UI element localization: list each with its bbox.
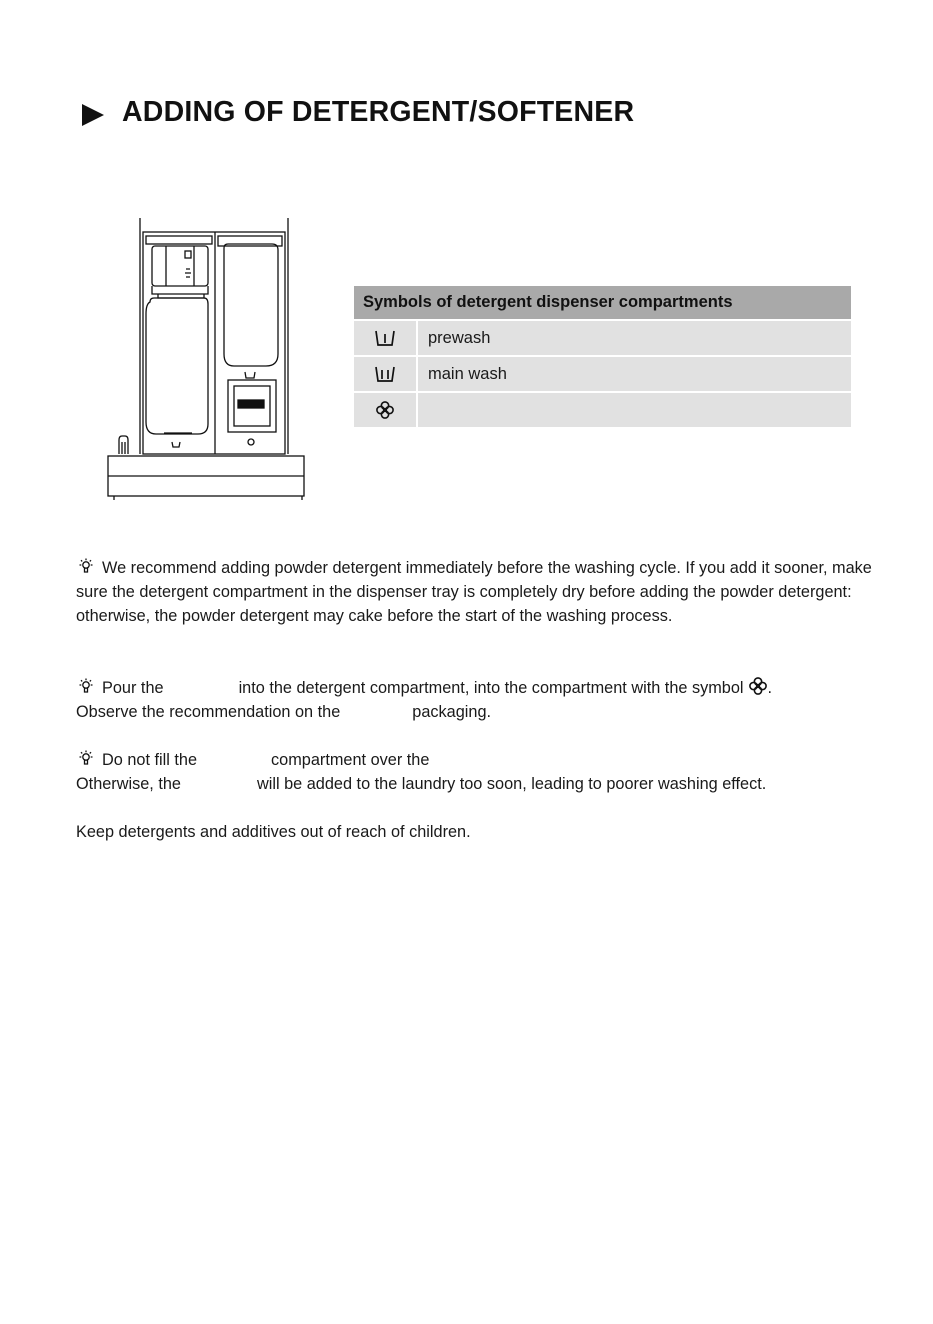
tip-text: Do not fill the [102, 751, 198, 769]
symbols-table [354, 286, 851, 427]
section-heading [82, 96, 634, 129]
tip-text: into the detergent compartment, into the compartment with the symbol [238, 679, 744, 697]
symbol-cell [354, 319, 418, 355]
lightbulb-tip-icon [76, 749, 96, 767]
softener-flower-icon [375, 400, 395, 420]
symbols-table-header: Symbols of detergent dispenser compartments [354, 286, 851, 319]
main-wash-tub-icon [374, 365, 396, 383]
tip-line [76, 748, 876, 772]
tip-line [76, 772, 876, 796]
symbol-label: prewash [418, 319, 851, 355]
prewash-tub-icon [374, 329, 396, 347]
lightbulb-tip-icon [76, 557, 96, 575]
softener-flower-icon [748, 676, 768, 696]
tip-paragraph-pour [76, 676, 876, 724]
tip-text: . [767, 679, 773, 697]
symbol-label [418, 391, 851, 427]
tip-text: Pour the [102, 679, 164, 697]
tip-text: Otherwise, the [76, 775, 181, 793]
tip-text: will be added to the laundry too soon, leading to poorer washing effect. [256, 775, 767, 793]
tip-paragraph-fill [76, 748, 876, 796]
symbol-cell [354, 355, 418, 391]
symbol-label: main wash [418, 355, 851, 391]
tip-line [76, 676, 876, 700]
tip-text: packaging. [412, 703, 492, 721]
table-row [354, 391, 851, 427]
tip-text: Observe the recommendation on the [76, 703, 341, 721]
safety-note: Keep detergents and additives out of reach of children. [76, 823, 471, 841]
symbol-cell [354, 391, 418, 427]
triangle-arrow-icon [82, 104, 104, 126]
dispenser-drawer-illustration [106, 214, 306, 500]
page-title: ADDING OF DETERGENT/SOFTENER [122, 96, 635, 128]
tip-text: We recommend adding powder detergent immediately before the washing cycle. If you add it sooner, make sure the detergent compartment in the dispenser tray is completely dry before adding the powder detergent: otherwise, the powder detergent may cake before the start of the washing process. [76, 559, 872, 625]
table-row [354, 319, 851, 355]
table-row [354, 355, 851, 391]
symbols-table-header-row [354, 286, 851, 319]
tip-line [76, 700, 876, 724]
lightbulb-tip-icon [76, 677, 96, 695]
tip-paragraph-powder [76, 556, 876, 628]
tip-text: compartment over the [271, 751, 430, 769]
